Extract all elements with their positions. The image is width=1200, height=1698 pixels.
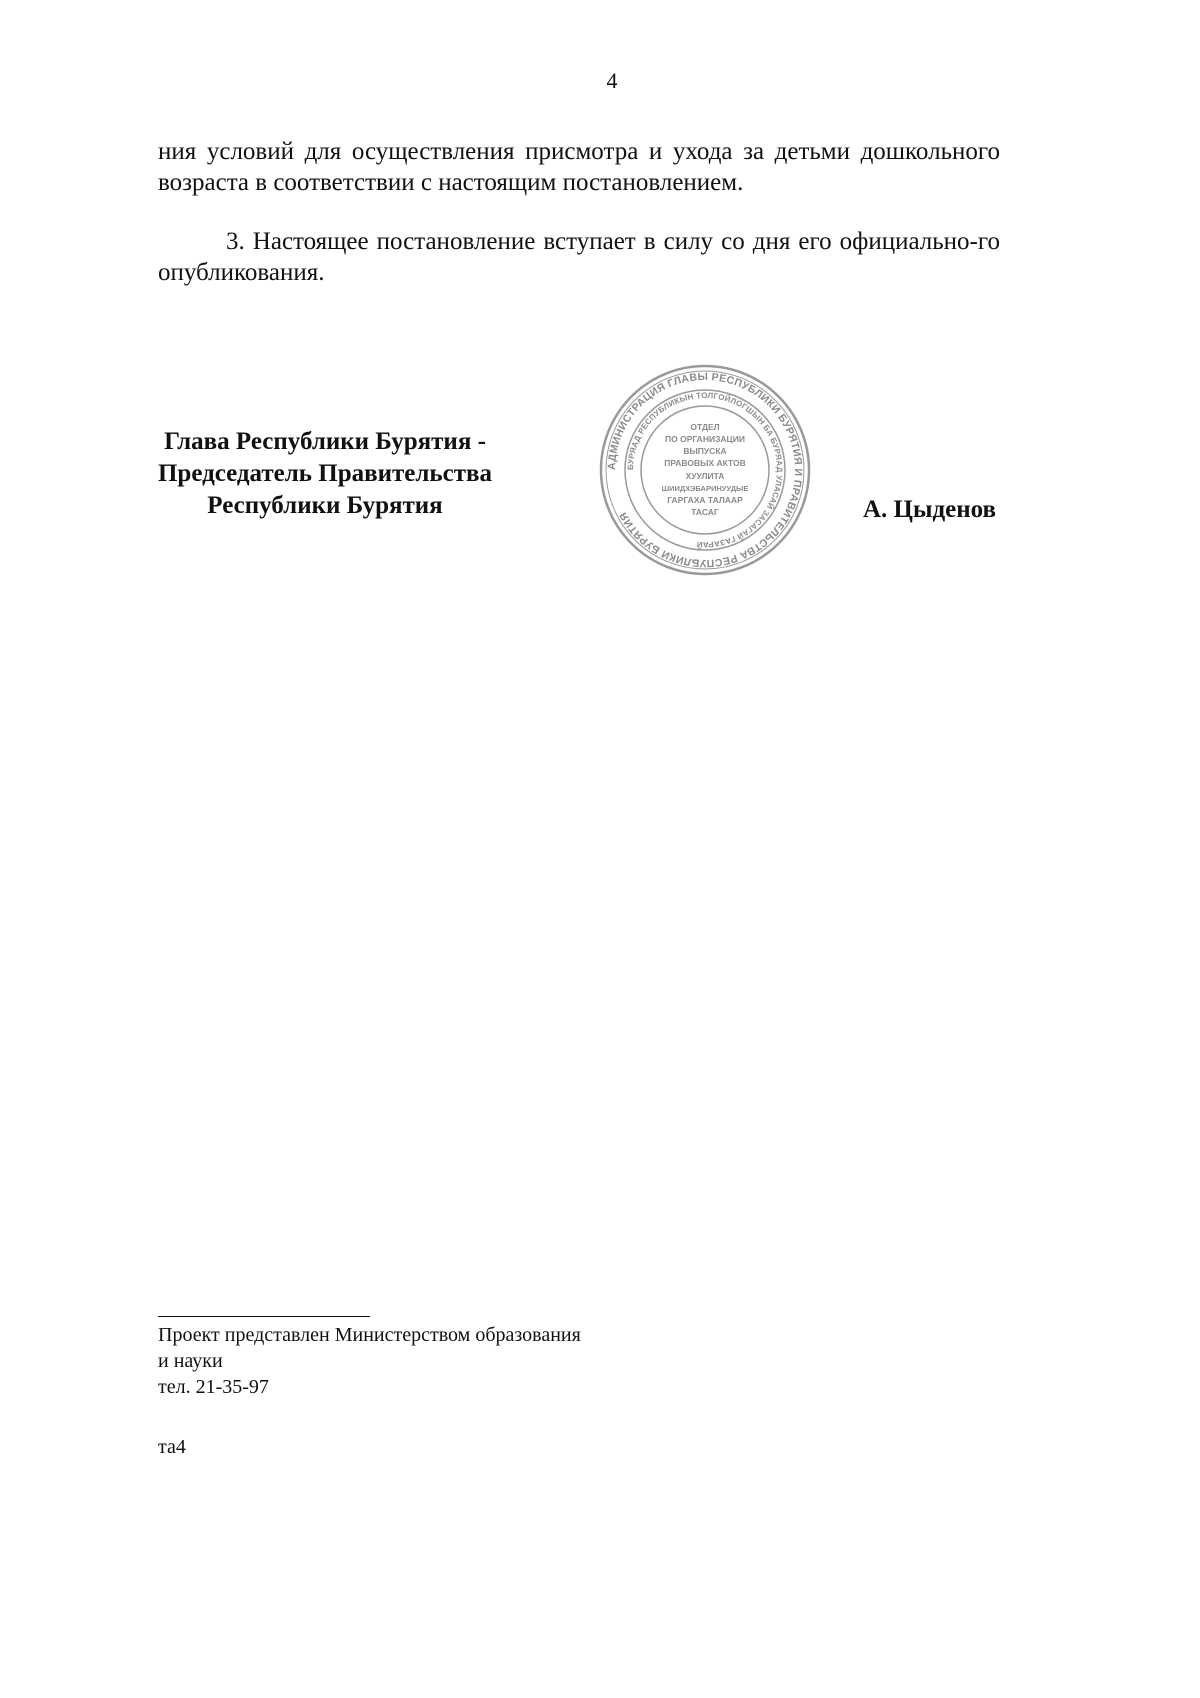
signatory-name: А. Цыденов (862, 496, 996, 523)
footnote (158, 1322, 581, 1400)
footnote-line: Проект представлен Министерством образования (158, 1324, 581, 1346)
signatory-title-line: Председатель Правительства (157, 460, 493, 487)
svg-text:ШИИДХЭБАРИНУУДЫЕ: ШИИДХЭБАРИНУУДЫЕ (661, 484, 749, 493)
signatory-title-line: Республики Бурятия (207, 492, 443, 519)
paragraph-text: 3. Настоящее постановление вступает в силу со дня его официально-го опубликования. (158, 228, 1000, 286)
footnote-divider (158, 1316, 370, 1317)
body-paragraph (158, 226, 1000, 288)
svg-text:БУРЯАД РЕСПУБЛИКЫН ТОЛГОЙЛОГШЫ: БУРЯАД РЕСПУБЛИКЫН ТОЛГОЙЛОГШЫН БА БУРЯАД УЛАСАЙ ЗАСАГАЙ ГАЗАРАЙ (625, 390, 785, 550)
signatory-title (140, 426, 510, 522)
svg-text:ОТДЕЛ: ОТДЕЛ (690, 422, 720, 432)
svg-text:ХУУЛИТА: ХУУЛИТА (685, 471, 725, 481)
footnote-line: тел. 21-35-97 (158, 1376, 269, 1398)
document-code: та4 (158, 1436, 186, 1458)
svg-text:ПРАВОВЫХ АКТОВ: ПРАВОВЫХ АКТОВ (664, 458, 746, 468)
footnote-line: и науки (158, 1350, 223, 1372)
official-seal (597, 362, 813, 578)
body-paragraph: ния условий для осуществления присмотра и ухода за детьми дошкольного возраста в соответствии с настоящим постановлением. (158, 138, 1000, 196)
page-number: 4 (606, 68, 618, 93)
svg-text:ПО ОРГАНИЗАЦИИ: ПО ОРГАНИЗАЦИИ (665, 434, 745, 444)
svg-text:ВЫПУСКА: ВЫПУСКА (683, 446, 727, 456)
svg-text:АДМИНИСТРАЦИЯ ГЛАВЫ РЕСПУБЛИКИ: АДМИНИСТРАЦИЯ ГЛАВЫ РЕСПУБЛИКИ БУРЯТИЯ И ПРАВИТЕЛЬСТВА РЕСПУБЛИКИ БУРЯТИЯ (605, 370, 805, 570)
signatory-title-line: Глава Республики Бурятия - (164, 428, 486, 455)
svg-text:ТАСАГ: ТАСАГ (691, 507, 719, 517)
svg-text:ГАРГАХА ТАЛААР: ГАРГАХА ТАЛААР (667, 495, 743, 505)
